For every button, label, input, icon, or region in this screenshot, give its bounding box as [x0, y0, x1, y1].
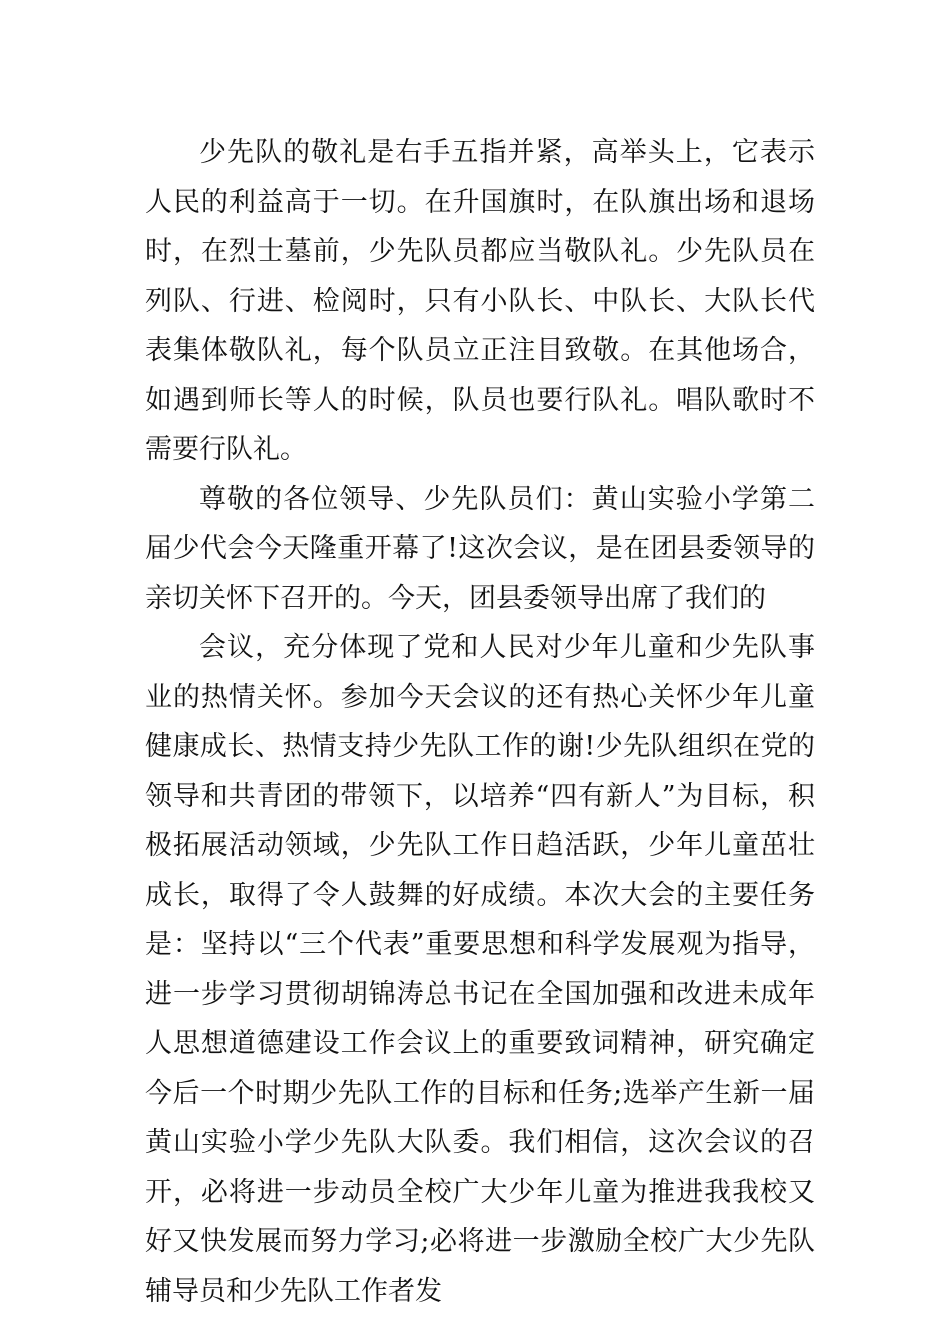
- document-body: [145, 128, 815, 1316]
- paragraph-opening: 尊敬的各位领导、少先队员们：黄山实验小学第二届少代会今天隆重开幕了!这次会议，是在团县委领导的亲切关怀下召开的。今天，团县委领导出席了我们的: [145, 483, 815, 614]
- paragraph-meeting: 会议，充分体现了党和人民对少年儿童和少先队事业的热情关怀。参加今天会议的还有热心关怀少年儿童健康成长、热情支持少先队工作的谢!少先队组织在党的领导和共青团的带领下，以培养“四有新人”为目标，积极拓展活动领域，少先队工作日趋活跃，少年儿童茁壮成长，取得了令人鼓舞的好成绩。本次大会的主要任务是：坚持以“三个代表”重要思想和科学发展观为指导，进一步学习贯彻胡锦涛总书记在全国加强和改进未成年人思想道德建设工作会议上的重要致词精神，研究确定今后一个时期少先队工作的目标和任务;选举产生新一届黄山实验小学少先队大队委。我们相信，这次会议的召开，必将进一步动员全校广大少年儿童为推进我我校又好又快发展而努力学习;必将进一步激励全校广大少先队辅导员和少先队工作者发: [145, 632, 815, 1307]
- paragraph-salute: 少先队的敬礼是右手五指并紧，高举头上，它表示人民的利益高于一切。在升国旗时，在队旗出场和退场时，在烈士墓前，少先队员都应当敬队礼。少先队员在列队、行进、检阅时，只有小队长、中队长、大队长代表集体敬队礼，每个队员立正注目致敬。在其他场合，如遇到师长等人的时候，队员也要行队礼。唱队歌时不需要行队礼。: [145, 137, 815, 465]
